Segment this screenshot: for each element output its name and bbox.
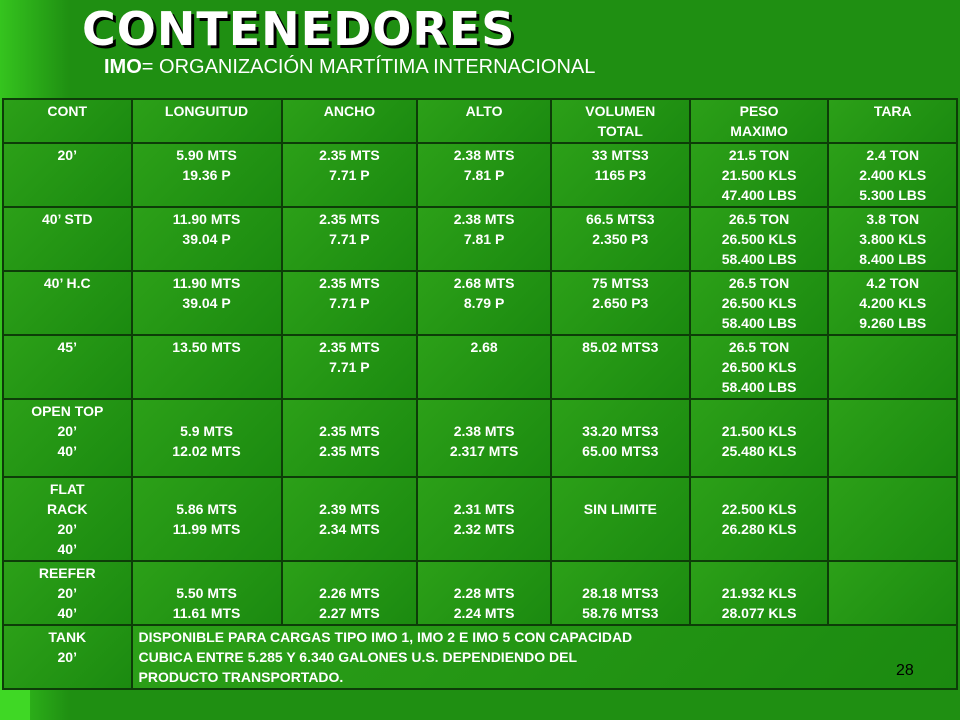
subtitle-abbreviation: IMO (104, 56, 142, 78)
table-cell: 40’ STD (3, 207, 132, 271)
table-cell: 20’ (3, 143, 132, 207)
header-longitud: LONGUITUD (132, 99, 282, 143)
header-alto: ALTO (417, 99, 551, 143)
table-cell: 28.18 MTS3 58.76 MTS3 (551, 561, 690, 625)
table-cell: 2.28 MTS 2.24 MTS (417, 561, 551, 625)
table-row (3, 271, 957, 335)
table-cell: 2.35 MTS 7.71 P (282, 143, 418, 207)
table-row (3, 561, 957, 625)
table-cell: 2.38 MTS 2.317 MTS (417, 399, 551, 477)
table-cell: 5.9 MTS 12.02 MTS (132, 399, 282, 477)
table-header-row (3, 99, 957, 143)
table-cell: 5.86 MTS 11.99 MTS (132, 477, 282, 561)
table-row (3, 207, 957, 271)
table-cell: 2.35 MTS 7.71 P (282, 335, 418, 399)
table-cell: 2.38 MTS 7.81 P (417, 143, 551, 207)
table-cell: FLAT RACK 20’ 40’ (3, 477, 132, 561)
table-cell: 2.26 MTS 2.27 MTS (282, 561, 418, 625)
table-row-tank (3, 625, 957, 689)
page-number: 28 (896, 662, 914, 679)
table-cell: 21.5 TON 21.500 KLS 47.400 LBS (690, 143, 829, 207)
table-cell: 26.5 TON 26.500 KLS 58.400 LBS (690, 207, 829, 271)
table-cell: 13.50 MTS (132, 335, 282, 399)
table-cell: 2.38 MTS 7.81 P (417, 207, 551, 271)
table-cell: 33.20 MTS3 65.00 MTS3 (551, 399, 690, 477)
table-cell: 2.35 MTS 2.35 MTS (282, 399, 418, 477)
table-row (3, 399, 957, 477)
table-cell: 85.02 MTS3 (551, 335, 690, 399)
table-cell: 45’ (3, 335, 132, 399)
table-cell: 2.31 MTS 2.32 MTS (417, 477, 551, 561)
table-cell: 66.5 MTS3 2.350 P3 (551, 207, 690, 271)
table-cell: 40’ H.C (3, 271, 132, 335)
table-cell: 5.50 MTS 11.61 MTS (132, 561, 282, 625)
header-cont: CONT (3, 99, 132, 143)
table-cell: 2.35 MTS 7.71 P (282, 271, 418, 335)
table-cell-tank-cont: TANK 20’ (3, 625, 132, 689)
containers-table (2, 98, 958, 690)
header-tara: TARA (828, 99, 957, 143)
table-cell: 2.68 (417, 335, 551, 399)
table-cell: 33 MTS3 1165 P3 (551, 143, 690, 207)
table-cell: 3.8 TON 3.800 KLS 8.400 LBS (828, 207, 957, 271)
table-cell: 11.90 MTS 39.04 P (132, 207, 282, 271)
subtitle (104, 56, 595, 79)
table-cell: 2.39 MTS 2.34 MTS (282, 477, 418, 561)
table-cell: 21.500 KLS 25.480 KLS (690, 399, 829, 477)
header-peso: PESO MAXIMO (690, 99, 829, 143)
header-volumen: VOLUMEN TOTAL (551, 99, 690, 143)
table-row (3, 477, 957, 561)
table-cell: 4.2 TON 4.200 KLS 9.260 LBS (828, 271, 957, 335)
header-ancho: ANCHO (282, 99, 418, 143)
table-cell: 2.4 TON 2.400 KLS 5.300 LBS (828, 143, 957, 207)
table-cell: 75 MTS3 2.650 P3 (551, 271, 690, 335)
table-cell: 2.68 MTS 8.79 P (417, 271, 551, 335)
table-cell: 26.5 TON 26.500 KLS 58.400 LBS (690, 335, 829, 399)
table-cell (828, 477, 957, 561)
table-cell: 22.500 KLS 26.280 KLS (690, 477, 829, 561)
table-cell (828, 399, 957, 477)
table-row (3, 143, 957, 207)
table-row (3, 335, 957, 399)
table-cell: REEFER 20’ 40’ (3, 561, 132, 625)
subtitle-text: = ORGANIZACIÓN MARTÍTIMA INTERNACIONAL (141, 56, 596, 78)
table-cell: 2.35 MTS 7.71 P (282, 207, 418, 271)
table-cell: SIN LIMITE (551, 477, 690, 561)
page-title: CONTENEDORES (82, 2, 516, 56)
table-cell-tank-description: DISPONIBLE PARA CARGAS TIPO IMO 1, IMO 2 E IMO 5 CON CAPACIDAD CUBICA ENTRE 5.285 Y 6.340 GALONES U.S. DEPENDIENDO DEL PRODUCTO TRANSPORTADO. (132, 625, 958, 689)
table-cell (828, 335, 957, 399)
table-cell: OPEN TOP 20’ 40’ (3, 399, 132, 477)
table-cell: 21.932 KLS 28.077 KLS (690, 561, 829, 625)
table-cell: 11.90 MTS 39.04 P (132, 271, 282, 335)
table-cell (828, 561, 957, 625)
table-cell: 5.90 MTS 19.36 P (132, 143, 282, 207)
table-cell: 26.5 TON 26.500 KLS 58.400 LBS (690, 271, 829, 335)
